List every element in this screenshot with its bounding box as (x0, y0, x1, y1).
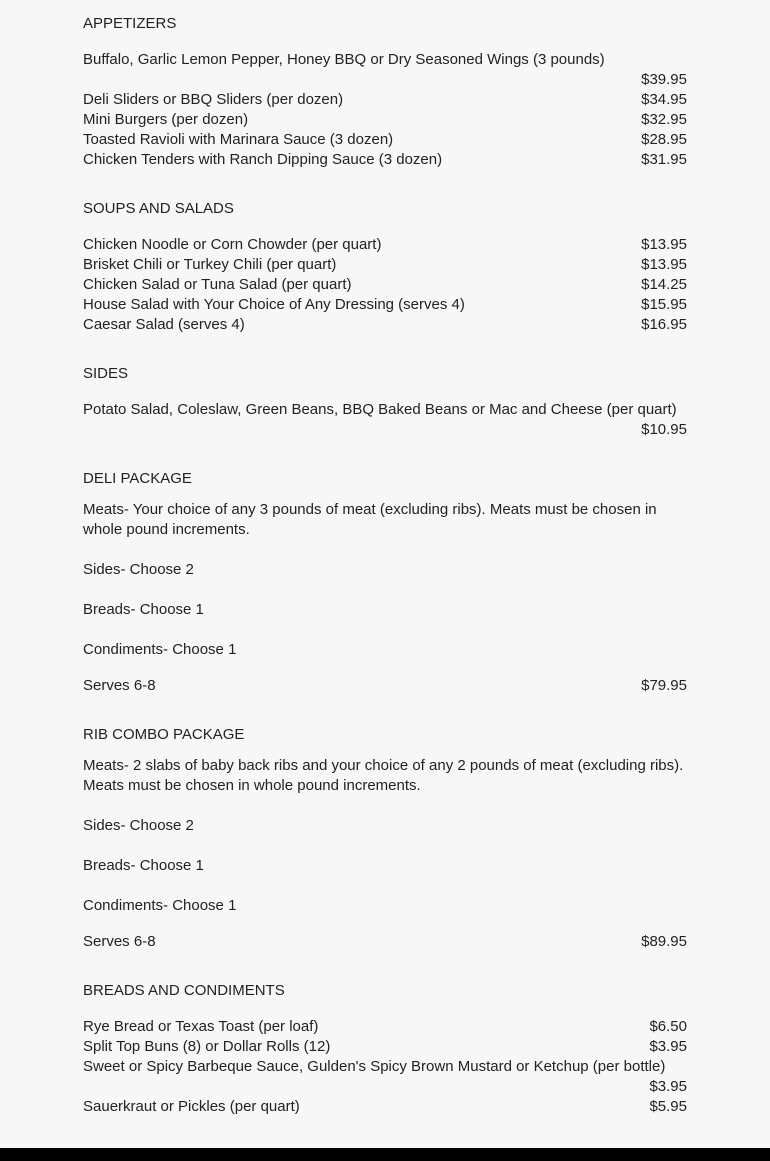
menu-item (83, 315, 687, 335)
menu-item (83, 110, 687, 130)
deli-sides-text: Sides- Choose 2 (83, 561, 194, 578)
sides-title: SIDES (83, 365, 129, 382)
item-name: Chicken Salad or Tuna Salad (per quart) (83, 276, 352, 293)
rib-combo-title: RIB COMBO PACKAGE (83, 726, 245, 743)
item-price: $3.95 (649, 1038, 687, 1055)
rib-sides-text: Sides- Choose 2 (83, 817, 194, 834)
deli-meats-text: Meats- Your choice of any 3 pounds of meat (excluding ribs). Meats must be chosen in whole pound increments. (83, 501, 657, 538)
menu-item (83, 130, 687, 150)
package-price: $79.95 (641, 677, 687, 694)
item-name: Brisket Chili or Turkey Chili (per quart) (83, 256, 337, 273)
item-name: Deli Sliders or BBQ Sliders (per dozen) (83, 91, 344, 108)
item-name: Caesar Salad (serves 4) (83, 316, 245, 333)
menu-item (83, 235, 687, 255)
package-price: $89.95 (641, 933, 687, 950)
menu-item (83, 275, 687, 295)
item-price: $13.95 (641, 236, 687, 253)
item-name: Toasted Ravioli with Marinara Sauce (3 dozen) (83, 131, 394, 148)
item-name: Sauerkraut or Pickles (per quart) (83, 1098, 300, 1115)
item-name: Potato Salad, Coleslaw, Green Beans, BBQ Baked Beans or Mac and Cheese (per quart) (83, 401, 677, 418)
item-price: $39.95 (641, 71, 687, 88)
item-price: $16.95 (641, 316, 687, 333)
serves-label: Serves 6-8 (83, 677, 156, 694)
item-price: $3.95 (649, 1078, 687, 1095)
menu-item (83, 255, 687, 275)
item-price: $10.95 (641, 421, 687, 438)
item-price: $15.95 (641, 296, 687, 313)
item-name: Chicken Tenders with Ranch Dipping Sauce (3 dozen) (83, 151, 443, 168)
menu-item (83, 1057, 687, 1097)
deli-package-title: DELI PACKAGE (83, 470, 192, 487)
appetizers-title: APPETIZERS (83, 15, 177, 32)
menu-item (83, 90, 687, 110)
menu-item (83, 1097, 687, 1117)
menu-item (83, 1017, 687, 1037)
rib-breads-text: Breads- Choose 1 (83, 857, 204, 874)
item-name: Chicken Noodle or Corn Chowder (per quart) (83, 236, 382, 253)
menu-item (83, 150, 687, 170)
item-price: $13.95 (641, 256, 687, 273)
item-price: $28.95 (641, 131, 687, 148)
rib-condiments-text: Condiments- Choose 1 (83, 897, 237, 914)
item-name: House Salad with Your Choice of Any Dressing (serves 4) (83, 296, 465, 313)
soups-salads-title: SOUPS AND SALADS (83, 200, 234, 217)
item-price: $31.95 (641, 151, 687, 168)
item-price: $14.25 (641, 276, 687, 293)
catering-menu (83, 14, 687, 1117)
menu-item (83, 400, 687, 440)
item-name: Split Top Buns (8) or Dollar Rolls (12) (83, 1038, 331, 1055)
package-serves-row (83, 932, 687, 952)
deli-breads-text: Breads- Choose 1 (83, 601, 204, 618)
rib-meats-text: Meats- 2 slabs of baby back ribs and your choice of any 2 pounds of meat (excluding ribs). Meats must be chosen in whole pound increments. (83, 757, 684, 794)
menu-item (83, 50, 687, 90)
bottom-edge-bar (0, 1148, 770, 1161)
menu-item (83, 1037, 687, 1057)
item-name: Buffalo, Garlic Lemon Pepper, Honey BBQ or Dry Seasoned Wings (3 pounds) (83, 51, 605, 68)
breads-condiments-title: BREADS AND CONDIMENTS (83, 982, 285, 999)
package-serves-row (83, 676, 687, 696)
item-price: $34.95 (641, 91, 687, 108)
item-price: $32.95 (641, 111, 687, 128)
item-name: Mini Burgers (per dozen) (83, 111, 249, 128)
item-price: $6.50 (649, 1018, 687, 1035)
deli-condiments-text: Condiments- Choose 1 (83, 641, 237, 658)
item-name: Sweet or Spicy Barbeque Sauce, Gulden's Spicy Brown Mustard or Ketchup (per bottle) (83, 1058, 666, 1075)
item-name: Rye Bread or Texas Toast (per loaf) (83, 1018, 319, 1035)
menu-item (83, 295, 687, 315)
serves-label: Serves 6-8 (83, 933, 156, 950)
item-price: $5.95 (649, 1098, 687, 1115)
